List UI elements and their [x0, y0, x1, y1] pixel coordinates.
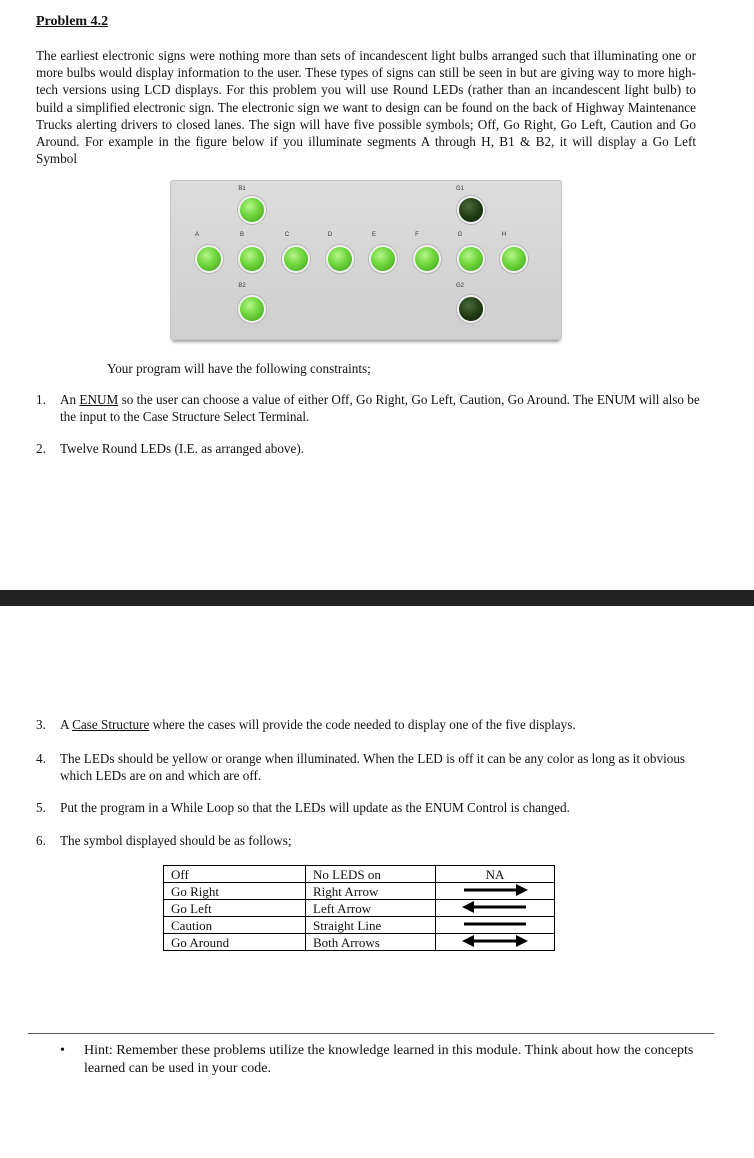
- double-arrow-icon: [460, 935, 530, 947]
- constraint-number: 3.: [36, 717, 46, 732]
- led-g2: [457, 295, 485, 323]
- constraint-2: [36, 440, 706, 457]
- led-label-c: C: [284, 232, 290, 238]
- horizontal-rule: [28, 1033, 714, 1034]
- led-h: [500, 245, 528, 273]
- constraint-text: Put the program in a While Loop so that the LEDs will update as the ENUM Control is changed.: [60, 800, 570, 815]
- constraint-text: A Case Structure where the cases will provide the code needed to display one of the five displays.: [60, 717, 576, 732]
- symbol-cell: [436, 917, 555, 934]
- led-e: [369, 245, 397, 273]
- page-divider-band: [0, 590, 754, 606]
- symbol-table: [163, 865, 555, 951]
- led-label-b1: B1: [238, 186, 246, 192]
- state-cell: Go Right: [164, 883, 306, 900]
- state-cell: Go Around: [164, 934, 306, 951]
- straight-line-icon: [460, 918, 530, 930]
- state-cell: Caution: [164, 917, 306, 934]
- symbol-cell: NA: [436, 866, 555, 883]
- led-g1: [457, 196, 485, 224]
- led-b: [238, 245, 266, 273]
- led-label-d: D: [327, 232, 333, 238]
- constraints-intro: Your program will have the following constraints;: [107, 361, 371, 376]
- constraint-text: Twelve Round LEDs (I.E. as arranged above).: [60, 441, 305, 456]
- led-label-g1: G1: [455, 186, 464, 192]
- state-cell: Go Left: [164, 900, 306, 917]
- led-label-e: E: [371, 232, 376, 238]
- constraint-5: [36, 799, 706, 816]
- constraint-number: 4.: [36, 751, 46, 766]
- led-label-h: H: [501, 232, 507, 238]
- led-label-g2: G2: [455, 283, 464, 289]
- led-b2: [238, 295, 266, 323]
- case-structure-link-text: Case Structure: [72, 717, 150, 732]
- problem-title: Problem 4.2: [36, 14, 109, 29]
- symbol-cell: [436, 900, 555, 917]
- constraint-number: 5.: [36, 800, 46, 815]
- constraint-number: 2.: [36, 441, 46, 456]
- constraint-4: [36, 750, 706, 784]
- description-cell: Left Arrow: [306, 900, 436, 917]
- table-row: [164, 866, 555, 883]
- hint-text: Hint: Remember these problems utilize the knowledge learned in this module. Think about how the concepts learned can be used in your code.: [84, 1043, 694, 1076]
- led-f: [413, 245, 441, 273]
- description-cell: Straight Line: [306, 917, 436, 934]
- symbol-cell: [436, 934, 555, 951]
- table-row: [164, 934, 555, 951]
- led-label-g: G: [457, 232, 463, 238]
- symbol-cell: [436, 883, 555, 900]
- right-arrow-icon: [460, 884, 530, 896]
- led-label-a: A: [194, 232, 199, 238]
- led-g: [457, 245, 485, 273]
- led-c: [282, 245, 310, 273]
- table-row: [164, 883, 555, 900]
- intro-paragraph: The earliest electronic signs were nothing more than sets of incandescent light bulbs arranged such that illuminating one or more bulbs would display information to the user. These types of signs can still be seen in but are giving way to more high-tech versions using LCD displays. For this problem you will use Round LEDs (rather than an incandescent light bulb) to build a simplified electronic sign. The electronic sign we want to design can be found on the back of Highway Maintenance Trucks alerting drivers to closed lanes. The sign will have five possible symbols; Off, Go Right, Go Left, Caution and Go Around. For example in the figure below if you illuminate segments A through H, B1 & B2, it will display a Go Left Symbol: [36, 48, 696, 167]
- constraint-1: [36, 391, 706, 425]
- description-cell: No LEDS on: [306, 866, 436, 883]
- state-cell: Off: [164, 866, 306, 883]
- left-arrow-icon: [460, 901, 530, 913]
- led-b1: [238, 196, 266, 224]
- led-d: [326, 245, 354, 273]
- description-cell: Both Arrows: [306, 934, 436, 951]
- constraint-text: An ENUM so the user can choose a value of either Off, Go Right, Go Left, Caution, Go Around. The ENUM will also be the input to the Case Structure Select Terminal.: [60, 392, 700, 424]
- led-label-b2: B2: [238, 283, 246, 289]
- constraint-number: 6.: [36, 833, 46, 848]
- table-row: [164, 900, 555, 917]
- hint-item: [60, 1042, 700, 1078]
- led-a: [195, 245, 223, 273]
- led-label-f: F: [415, 232, 419, 238]
- constraint-text: The symbol displayed should be as follows;: [60, 833, 292, 848]
- led-sign-panel: [170, 180, 562, 340]
- led-label-b: B: [239, 232, 244, 238]
- constraint-number: 1.: [36, 392, 46, 407]
- bullet-icon: •: [60, 1043, 65, 1058]
- description-cell: Right Arrow: [306, 883, 436, 900]
- table-row: [164, 917, 555, 934]
- enum-link-text: ENUM: [79, 392, 119, 407]
- constraint-text: The LEDs should be yellow or orange when illuminated. When the LED is off it can be any color as long as it obvious which LEDs are on and which are off.: [60, 751, 686, 783]
- constraint-6: [36, 832, 706, 849]
- constraint-3: [36, 716, 706, 733]
